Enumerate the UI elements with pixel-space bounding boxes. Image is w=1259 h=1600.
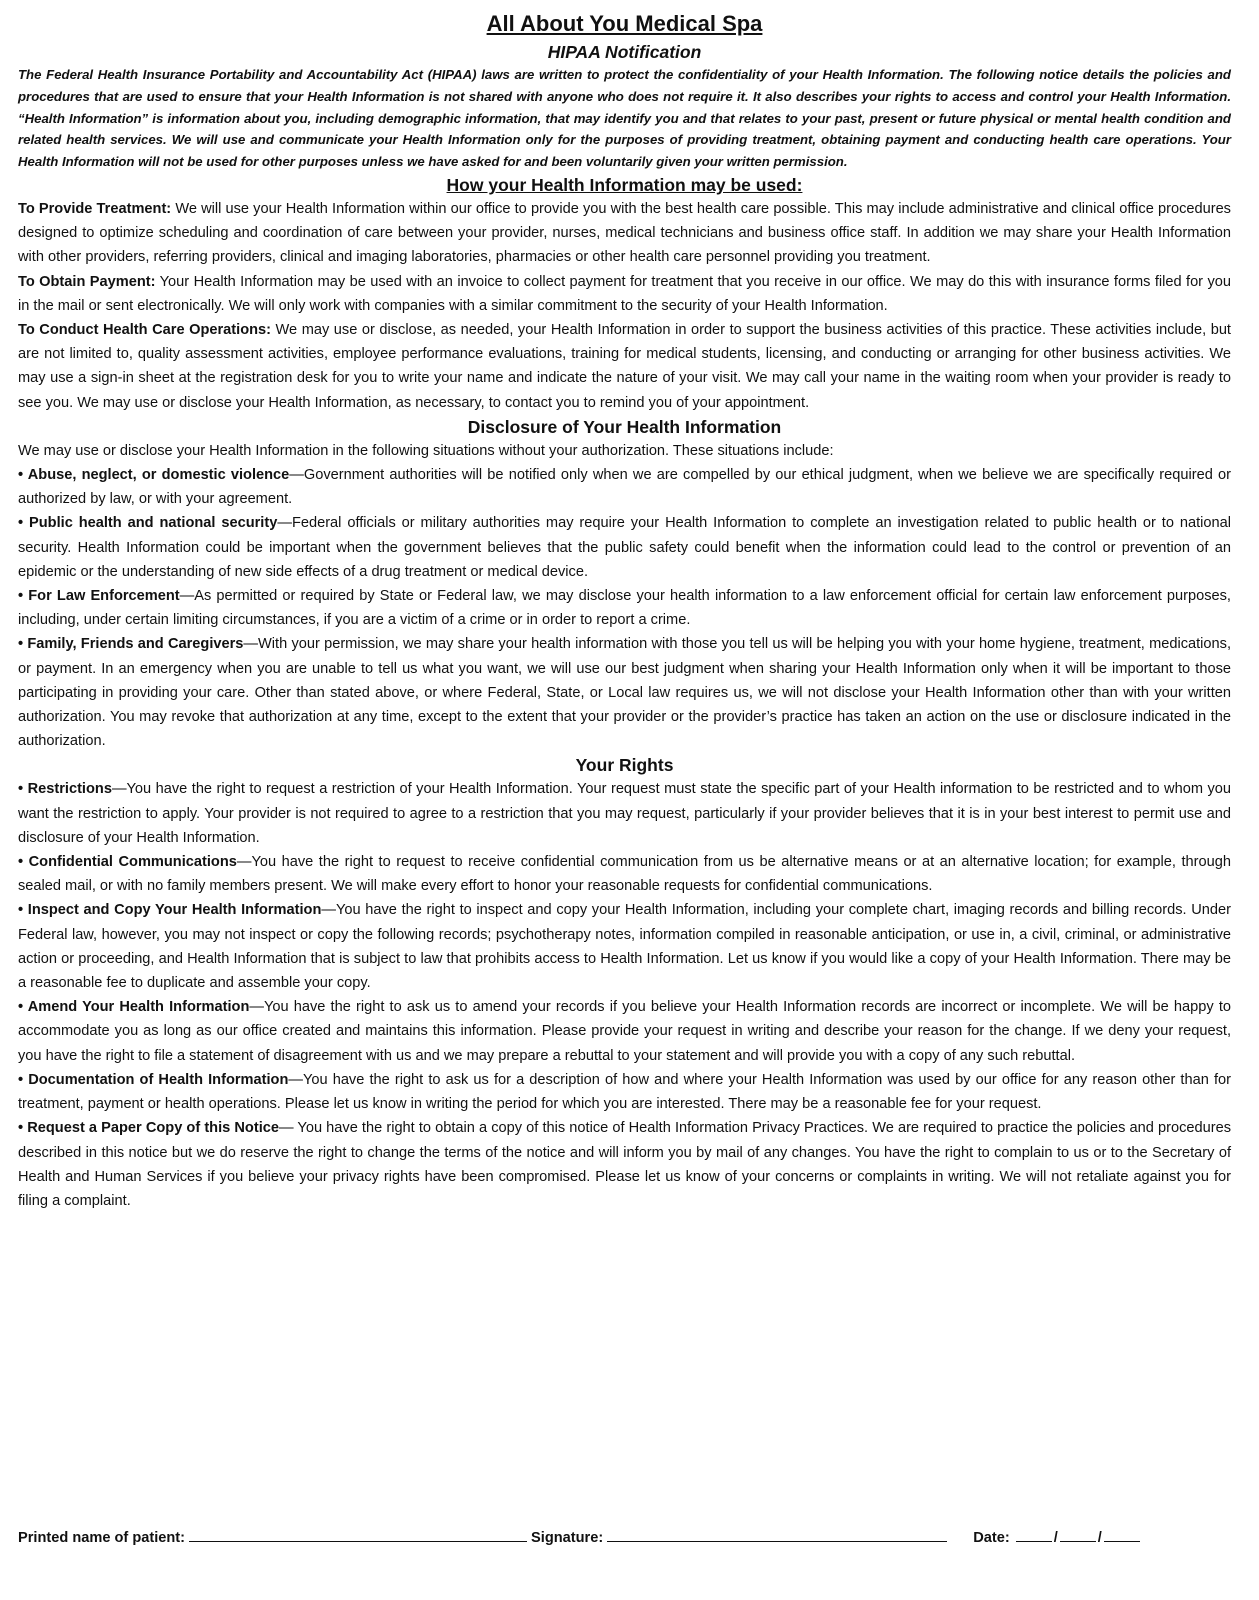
disclosure-lead: We may use or disclose your Health Information in the following situations without your authorization. These situations include: xyxy=(18,442,834,459)
date-month-field[interactable] xyxy=(1016,1526,1052,1542)
rights-item-amend xyxy=(18,995,1231,1068)
printed-name-field[interactable] xyxy=(189,1526,527,1542)
rights-item-text: —You have the right to ask us for a description of how and where your Health Information was used by our office for any reason other than for treatment, payment or health operations. Please let us know in writing the period for which you are interested. There may be a reasonable fee for your request. xyxy=(18,1071,1231,1113)
rights-item-label: • Confidential Communications xyxy=(18,854,237,871)
disclosure-item-family xyxy=(18,632,1231,753)
rights-item-label: • Amend Your Health Information xyxy=(18,999,250,1016)
rights-item-confidential xyxy=(18,850,1231,898)
signature-field[interactable] xyxy=(607,1526,947,1542)
disclosure-item-text: —Government authorities will be notified only when we are compelled by our ethical judgment, when we believe we are specifically required or authorized by law, or with your agreement. xyxy=(18,467,1231,508)
usage-item-label: To Provide Treatment: xyxy=(18,200,172,217)
rights-item-text: — You have the right to obtain a copy of this notice of Health Information Privacy Practices. We are required to practice the policies and procedures described in this notice but we do reserve the right to change the terms of the notice and will inform you by mail of any changes. You have the right to complain to us or to the Secretary of Health and Human Services if you believe your privacy rights have been compromised. Please let us know of your concerns or complaints in writing. We will not retaliate against you for filing a complaint. xyxy=(18,1120,1231,1209)
printed-name-label: Printed name of patient: xyxy=(18,1530,186,1546)
date-separator: / xyxy=(1053,1530,1058,1546)
disclosure-item-label: • Abuse, neglect, or domestic violence xyxy=(18,467,290,484)
date-label: Date: xyxy=(973,1530,1010,1546)
usage-heading: How your Health Information may be used: xyxy=(446,174,803,195)
disclosure-item-text: —With your permission, we may share your health information with those you tell us will be helping you with your home hygiene, treatment, medications, or payment. In an emergency when you are unable to tell us what you want, we will use our best judgment when sharing your Health Information only when it will be important to those participating in providing your care. Other than stated above, or where Federal, State, or Local law requires us, we will not disclose your Health Information other than with your written authorization. You may revoke that authorization at any time, except to the extent that your provider or the provider’s practice has taken an action on the use or disclosure indicated in the authorization. xyxy=(18,636,1231,750)
rights-item-label: • Inspect and Copy Your Health Information xyxy=(18,902,322,919)
disclosure-item-label: • Public health and national security xyxy=(18,515,278,532)
rights-item-text: —You have the right to inspect and copy your Health Information, including your complete chart, imaging records and billing records. Under Federal law, however, you may not inspect or copy the following records; psychotherapy notes, information compiled in reasonable anticipation, or use in, a civil, criminal, or administrative action or proceeding, and Health Information that is subject to law that prohibits access to Health Information. Let us know if you would like a copy of your Health Information. There may be a reasonable fee to duplicate and assemble your copy. xyxy=(18,902,1232,992)
rights-item-label: • Request a Paper Copy of this Notice xyxy=(18,1120,279,1137)
rights-item-inspect xyxy=(18,898,1231,995)
disclosure-item-abuse xyxy=(18,463,1231,511)
disclosure-item-text: —Federal officials or military authorities may require your Health Information to complete an investigation related to public health or to national security. Health Information could be important when the government believes that the public safety could benefit when the information could lead to the control or prevention of an epidemic or the understanding of new side effects of a drug treatment or medical device. xyxy=(18,515,1231,580)
rights-item-label: • Restrictions xyxy=(18,781,112,798)
usage-item-text: We will use your Health Information within our office to provide you with the best health care possible. This may include administrative and clinical office procedures designed to optimize scheduling and coordination of care between your provider, nurses, medical technicians and business office staff. In addition we may share your Health Information with other providers, referring providers, clinical and imaging laboratories, pharmacies or other health care personnel providing you treatment. xyxy=(18,200,1231,266)
rights-item-restrictions xyxy=(18,777,1231,850)
usage-item-treatment xyxy=(18,197,1231,270)
usage-item-payment xyxy=(18,270,1231,318)
rights-item-text: —You have the right to request to receive confidential communication from us be alternative means or at an alternative location; for example, through sealed mail, or with no family members present. We will make every effort to honor your reasonable requests for confidential communications. xyxy=(18,854,1231,895)
disclosure-item-law-enforcement xyxy=(18,584,1231,632)
usage-item-text: Your Health Information may be used with an invoice to collect payment for treatment that you receive in our office. We may do this with insurance forms filed for you in the mail or sent electronically. We will only work with companies with a similar commitment to the security of your Health Information. xyxy=(18,273,1231,314)
rights-item-documentation xyxy=(18,1068,1231,1116)
rights-heading: Your Rights xyxy=(575,755,674,776)
disclosure-item-text: —As permitted or required by State or Federal law, we may disclose your health information to a law enforcement official for certain law enforcement purposes, including, under certain limiting circumstances, if you are a victim of a crime or in order to report a crime. xyxy=(18,588,1231,629)
document-subtitle: HIPAA Notification xyxy=(547,42,702,62)
intro-paragraph: The Federal Health Insurance Portability and Accountability Act (HIPAA) laws are written to protect the confidentiality of your Health Information. The following notice details the policies and procedures that are used to ensure that your Health Information is not shared with anyone who does not require it. It also describes your rights to access and control your Health Information. “Health Information” is information about you, including demographic information, that may identify you and that relates to your past, present or future physical or mental health condition and related health services. We will use and communicate your Health Information only for the purposes of providing treatment, obtaining payment and conducting health care operations. Your Health Information will not be used for other purposes unless we have asked for and been voluntarily given your written permission. xyxy=(18,67,1231,170)
date-day-field[interactable] xyxy=(1060,1526,1096,1542)
date-separator: / xyxy=(1097,1530,1102,1546)
usage-item-label: To Obtain Payment: xyxy=(18,273,156,290)
rights-item-text: —You have the right to ask us to amend your records if you believe your Health Information records are incorrect or incomplete. We will be happy to accommodate you as long as our office created and maintains this information. Please provide your request in writing and describe your reason for the change. If we deny your request, you have the right to file a statement of disagreement with us and we may prepare a rebuttal to your statement and will provide you with a copy of any such rebuttal. xyxy=(18,999,1231,1064)
hipaa-document xyxy=(18,8,1231,1213)
disclosure-item-label: • For Law Enforcement xyxy=(18,588,180,605)
document-title: All About You Medical Spa xyxy=(486,11,763,36)
rights-item-label: • Documentation of Health Information xyxy=(18,1071,289,1088)
disclosure-item-public-health xyxy=(18,511,1231,584)
signature-label: Signature: xyxy=(531,1530,604,1546)
usage-item-text: We may use or disclose, as needed, your Health Information in order to support the business activities of this practice. These activities include, but are not limited to, quality assessment activities, employee performance evaluations, training for medical students, licensing, and conducting or arranging for other business activities. We may use a sign-in sheet at the registration desk for you to write your name and indicate the nature of your visit. We may call your name in the waiting room when your provider is ready to see you. We may use or disclose your Health Information, as necessary, to contact you to remind you of your appointment. xyxy=(18,322,1231,411)
rights-item-paper-copy xyxy=(18,1116,1231,1213)
rights-item-text: —You have the right to request a restriction of your Health Information. Your request must state the specific part of your Health information to be restricted and to whom you want the restriction to apply. Your provider is not required to agree to a restriction that you may request, particularly if your provider believes that it is in your best interest to permit use and disclosure of your Health Information. xyxy=(18,781,1231,846)
disclosure-item-label: • Family, Friends and Caregivers xyxy=(18,636,244,653)
usage-item-label: To Conduct Health Care Operations: xyxy=(18,322,271,338)
date-year-field[interactable] xyxy=(1104,1526,1140,1542)
disclosure-heading: Disclosure of Your Health Information xyxy=(467,416,782,437)
signature-row xyxy=(18,1526,1231,1546)
usage-item-operations xyxy=(18,318,1231,415)
